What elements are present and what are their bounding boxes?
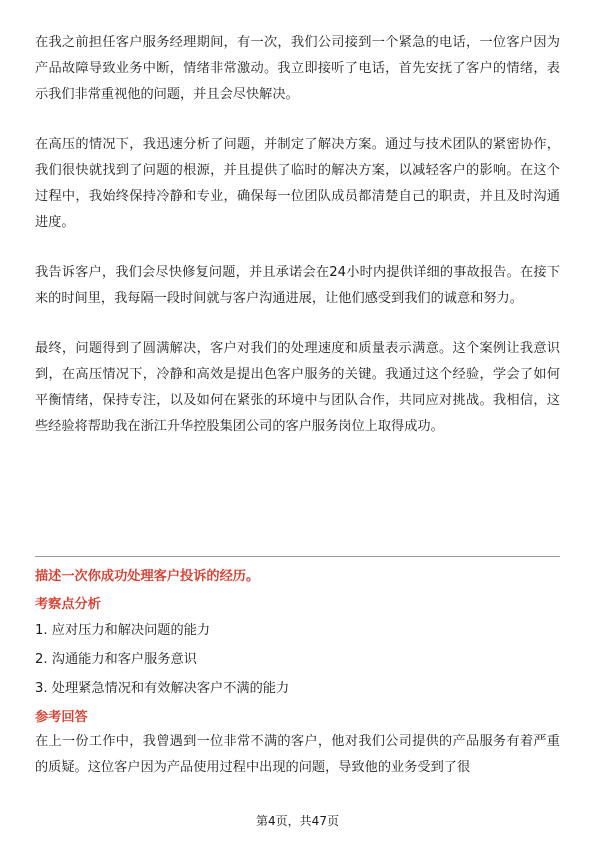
paragraph-4: 最终，问题得到了圆满解决，客户对我们的处理速度和质量表示满意。这个案例让我意识到，在高压情况下，冷静和高效是提出色客户服务的关键。我通过这个经验，学会了如何平衡情绪，保持专注，以及如何在紧张的环境中与团队合作，共同应对挑战。我相信，这些经验将帮助我在浙江升华控股集团公司的客户服务岗位上取得成功。 [35, 341, 560, 434]
answer-heading: 参考回答 [35, 710, 88, 725]
section-divider [35, 556, 560, 557]
paragraph-1: 在我之前担任客户服务经理期间，有一次，我们公司接到一个紧急的电话，一位客户因为产品故障导致业务中断，情绪非常激动。我立即接听了电话，首先安抚了客户的情绪，表示我们非常重视他的问题，并且会尽快解决。 [35, 35, 560, 102]
paragraph-3: 我告诉客户，我们会尽快修复问题，并且承诺会在24小时内提供详细的事故报告。在接下来的时间里，我每隔一段时间就与客户沟通进展，让他们感受到我们的诚意和努力。 [35, 265, 560, 306]
answer-text: 在上一份工作中，我曾遇到一位非常不满的客户，他对我们公司提供的产品服务有着严重的质疑。这位客户因为产品使用过程中出现的问题，导致他的业务受到了很 [35, 734, 560, 775]
question-section [35, 564, 560, 781]
question-title: 描述一次你成功处理客户投诉的经历。 [35, 569, 260, 584]
analysis-heading: 考察点分析 [35, 597, 101, 612]
page-number: 第4页，共47页 [256, 814, 339, 828]
analysis-point-2: 2. 沟通能力和客户服务意识 [35, 652, 197, 667]
analysis-point-1: 1. 应对压力和解决问题的能力 [35, 623, 211, 638]
body-text [35, 30, 560, 440]
paragraph-2: 在高压的情况下，我迅速分析了问题，并制定了解决方案。通过与技术团队的紧密协作，我们很快就找到了问题的根源，并且提供了临时的解决方案，以减轻客户的影响。在这个过程中，我始终保持冷静和专业，确保每一位团队成员都清楚自己的职责，并且及时沟通进度。 [35, 137, 560, 230]
analysis-point-3: 3. 处理紧急情况和有效解决客户不满的能力 [35, 681, 290, 696]
